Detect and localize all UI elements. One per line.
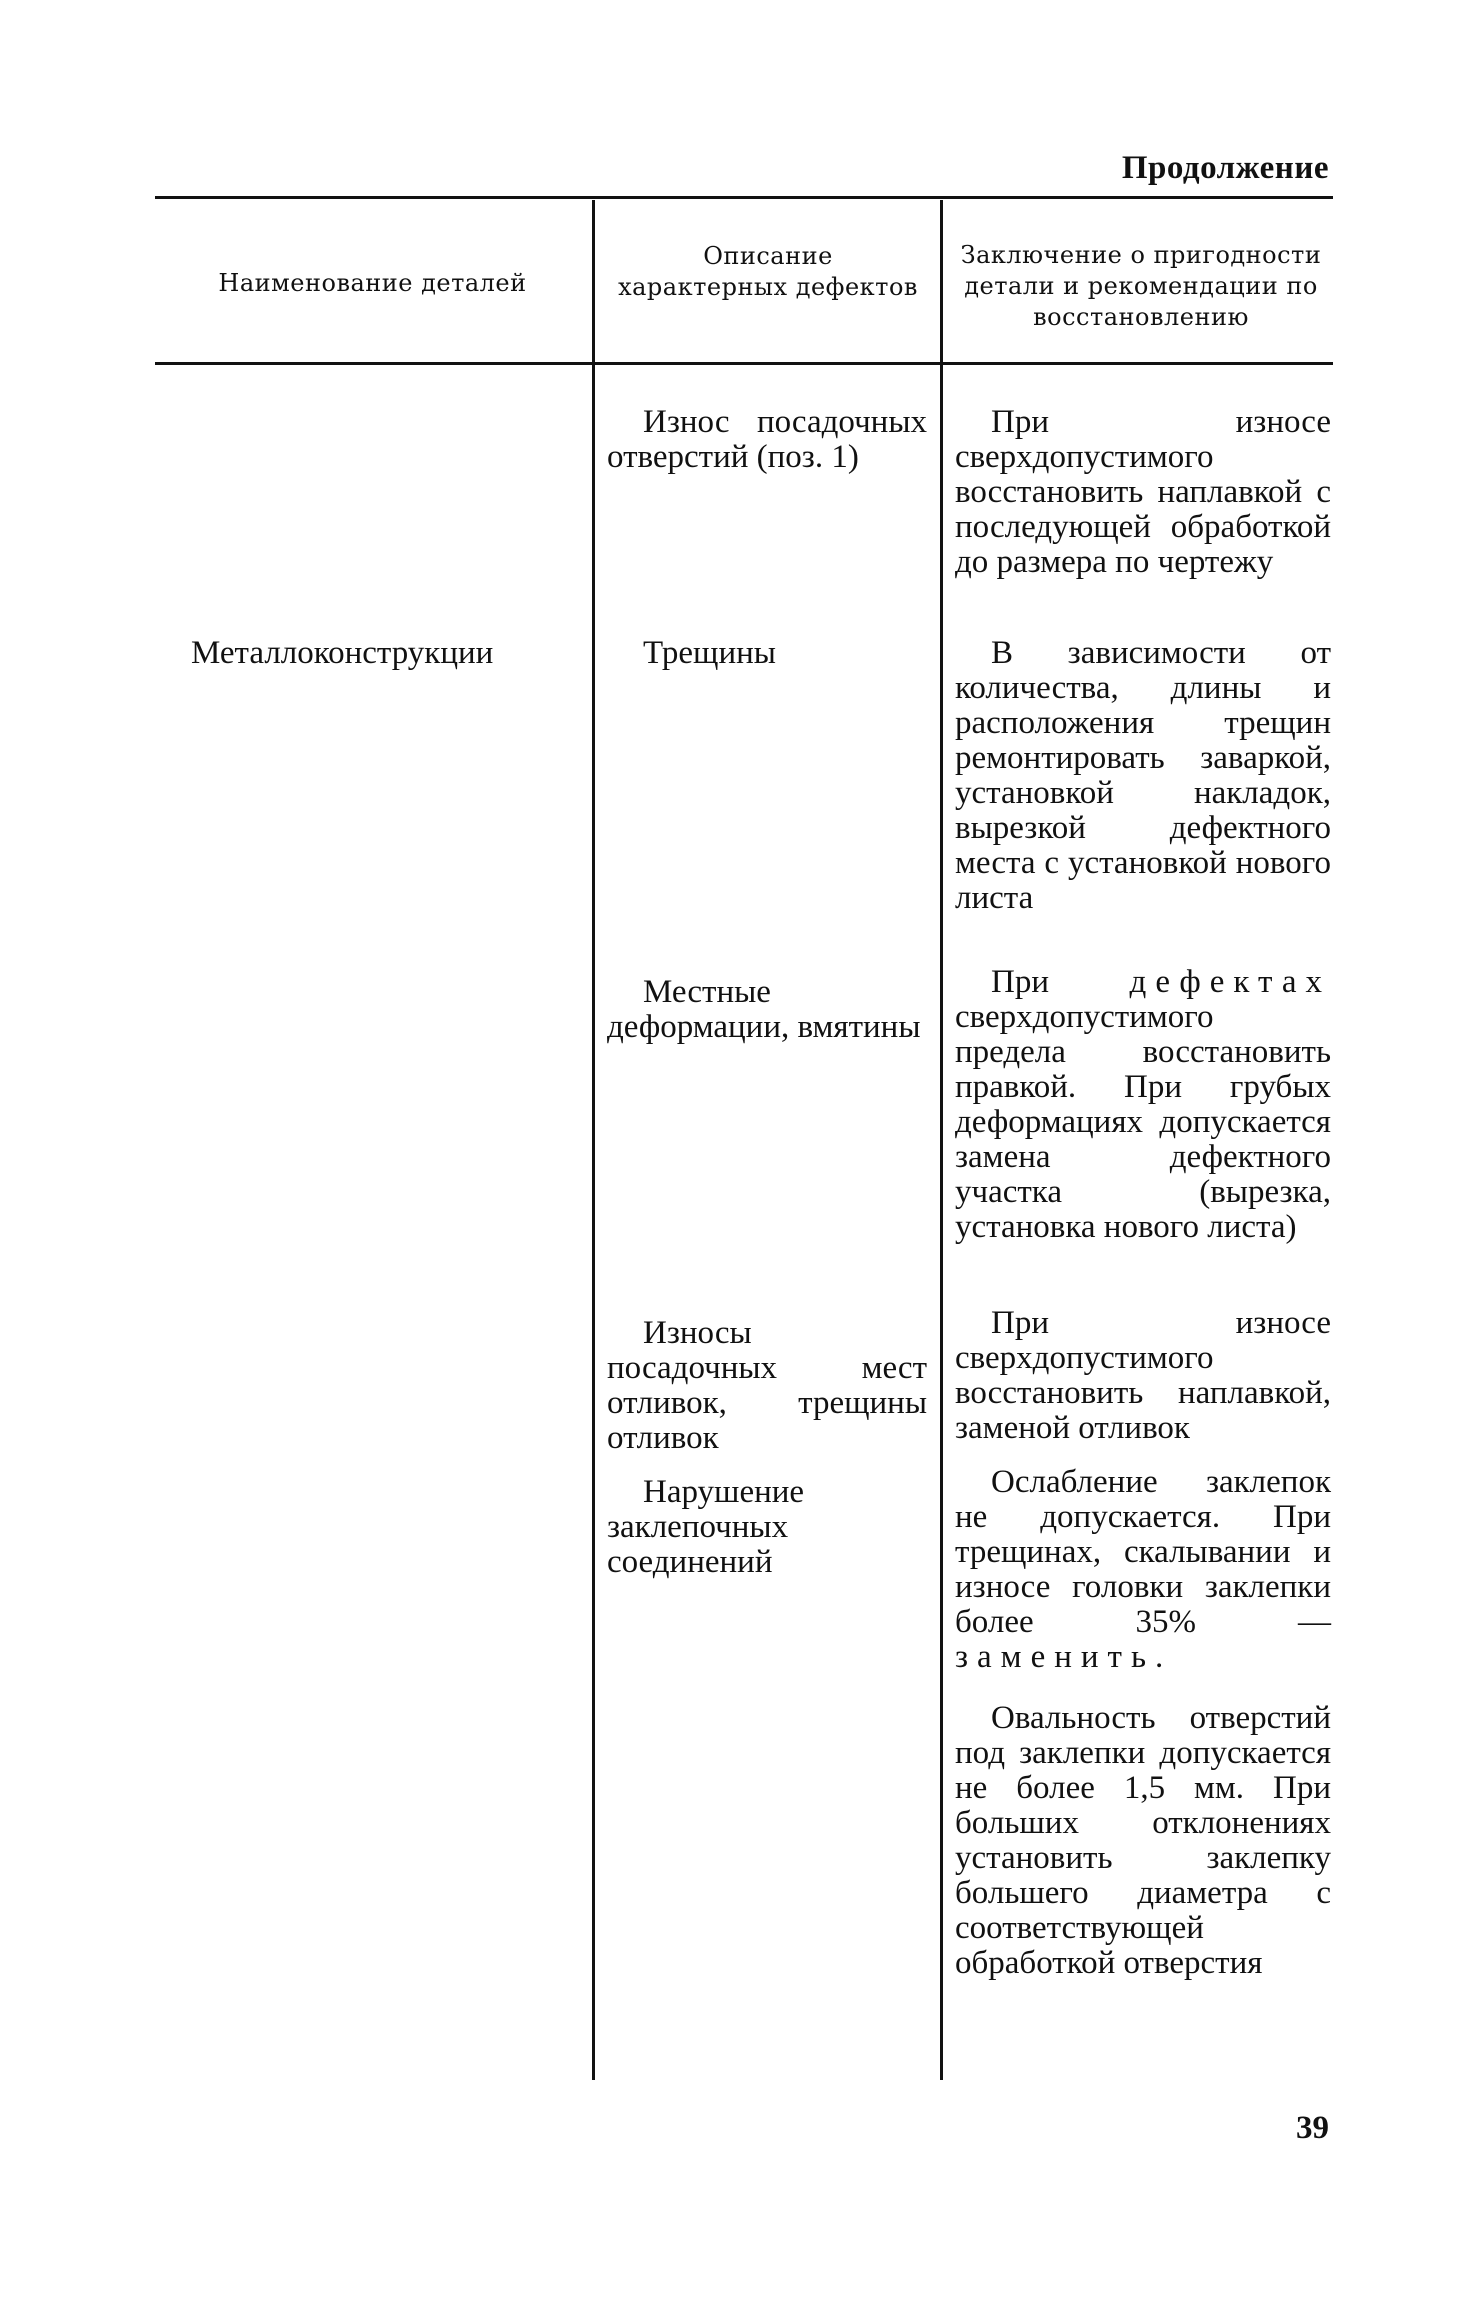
defect-cell-5: Нарушение заклепочных соединений [607, 1474, 805, 1580]
conclusion-3-spaced: дефектах [1129, 964, 1331, 1000]
column-divider-1 [592, 200, 595, 2080]
conclusion-cell-3 [955, 965, 1331, 1245]
page-number: 39 [1296, 2110, 1329, 2146]
conclusion-5-spaced: заменить. [955, 1639, 1173, 1675]
continuation-label: Продолжение [1121, 150, 1329, 186]
header-conclusion: Заключение о пригодности детали и рекомендации по восстановлению [960, 241, 1322, 331]
conclusion-5-lead: Ослабление заклепок не допускается. При трещинах, скалывании и износе головки заклепки более 35% — [955, 1464, 1331, 1640]
header-defect-description: Описание характерных дефектов [618, 242, 918, 301]
defect-cell-4: Износы посадочных мест отливок, трещины отливок [607, 1315, 927, 1456]
part-name-cell: Металлоконструкции [191, 635, 494, 671]
conclusion-cell-2: В зависимости от количества, длины и расположения трещин ремонтировать заваркой, установкой накладок, вырезкой дефектного места с установкой нового листа [955, 635, 1331, 916]
conclusion-cell-5-extra: Овальность отверстий под заклепки допускается не более 1,5 мм. При больших отклонениях установить заклепку большего диаметра с соответствующей обработкой отверстия [955, 1700, 1331, 1981]
header-bottom-rule [155, 362, 1333, 365]
conclusion-cell-4: При износе сверхдопустимого восстановить наплавкой, заменой отливок [955, 1305, 1331, 1446]
column-divider-2 [940, 200, 943, 2080]
conclusion-3-lead: При [991, 964, 1049, 1000]
header-part-name: Наименование деталей [218, 269, 527, 297]
conclusion-cell-1: При износе сверхдопустимого восстановить наплавкой с последующей обработкой до размера по чертежу [955, 404, 1331, 580]
table-top-rule [155, 196, 1333, 199]
defect-cell-1: Износ посадочных отверстий (поз. 1) [607, 404, 927, 475]
defect-cell-2: Трещины [643, 635, 776, 671]
conclusion-cell-5 [955, 1465, 1331, 1675]
defect-cell-3: Местные деформации, вмятины [607, 974, 921, 1045]
conclusion-3-rest: сверхдопустимого предела восстановить правкой. При грубых деформациях допускается замена дефектного участка (вырезка, установка нового листа) [955, 999, 1331, 1245]
